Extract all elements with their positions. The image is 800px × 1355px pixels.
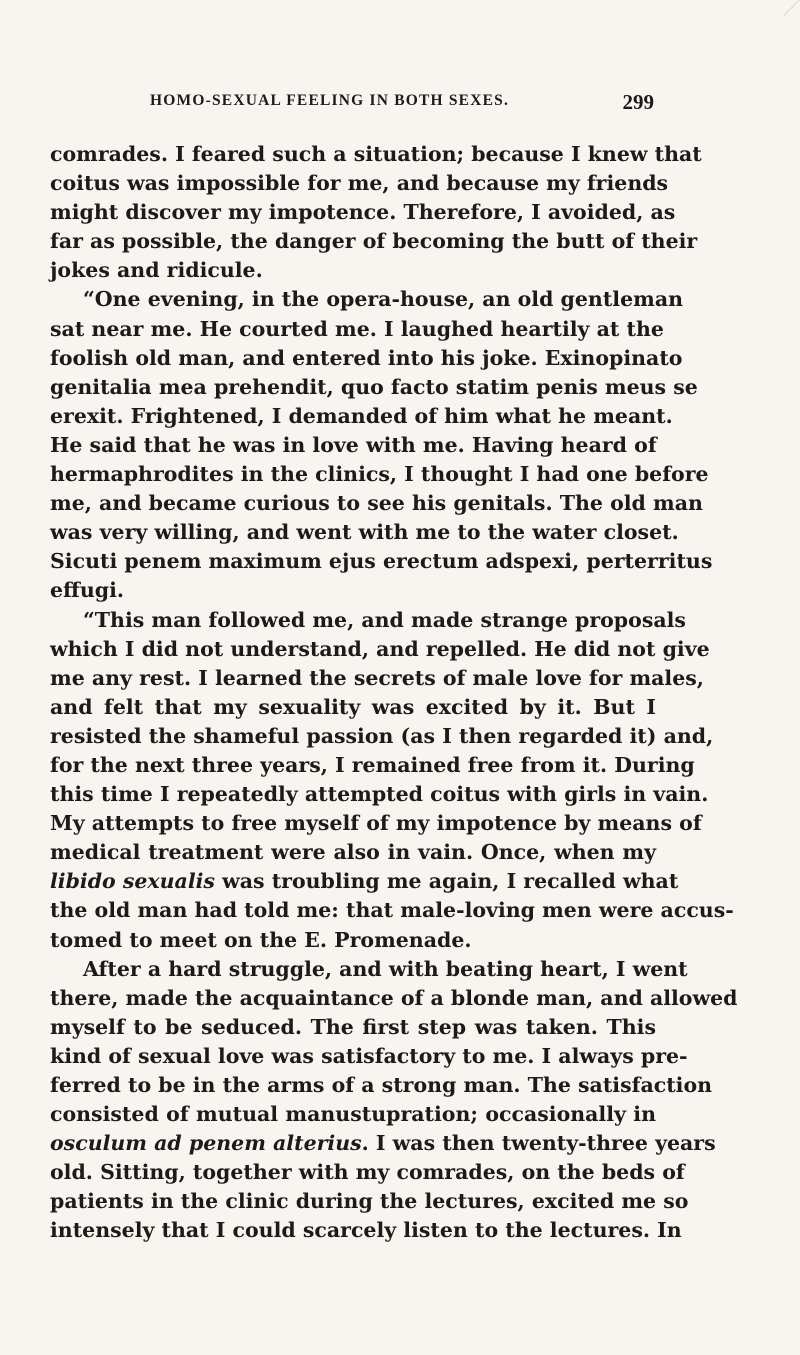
text-line: comrades. I feared such a situation; because I knew that <box>50 142 702 166</box>
text-line: this time I repeatedly attempted coitus with girls in vain. <box>50 782 709 807</box>
text-line: coitus was impossible for me, and because my friends <box>50 171 669 196</box>
page-header <box>150 92 654 118</box>
text-line: After a hard struggle, and with beating heart, I went <box>83 956 688 981</box>
text-line: My attempts to free myself of my impotence by means of <box>50 811 702 836</box>
text-line: me any rest. I learned the secrets of male love for males, <box>50 665 704 690</box>
text-line: intensely that I could scarcely listen to the lectures. In <box>50 1218 682 1243</box>
italic-phrase: libido sexualis <box>50 869 215 894</box>
text-line <box>50 867 679 896</box>
text-line: foolish old man, and entered into his joke. Exinopinato <box>50 345 683 370</box>
text-line: “This man followed me, and made strange proposals <box>83 607 686 632</box>
text-line: genitalia mea prehendit, quo facto statim penis meus se <box>50 374 698 399</box>
text-line: consisted of mutual manustupration; occasionally in <box>50 1102 656 1127</box>
text-line: effugi. <box>50 578 125 603</box>
italic-phrase: osculum ad penem alterius <box>50 1131 362 1156</box>
text-line: old. Sitting, together with my comrades, on the beds of <box>50 1160 685 1185</box>
text-line: jokes and ridicule. <box>50 258 263 283</box>
text-line: for the next three years, I remained free from it. During <box>50 752 695 777</box>
text-line: and felt that my sexuality was excited by it. But I <box>50 694 656 719</box>
text-line: might discover my impotence. Therefore, I avoided, as <box>50 200 676 225</box>
text-line: erexit. Frightened, I demanded of him what he meant. <box>50 403 673 428</box>
text-line: hermaphrodites in the clinics, I thought I had one before <box>50 462 709 487</box>
text-line: which I did not understand, and repelled. He did not give <box>50 636 710 661</box>
text-line: far as possible, the danger of becoming the butt of their <box>50 229 698 254</box>
running-head: HOMO-SEXUAL FEELING IN BOTH SEXES. <box>150 92 510 109</box>
text-line: kind of sexual love was satisfactory to me. I always pre- <box>50 1043 688 1068</box>
text-span: . I was then twenty-three years <box>361 1131 716 1156</box>
text-line: “One evening, in the opera-house, an old gentleman <box>83 287 684 312</box>
text-line: medical treatment were also in vain. Once, when my <box>50 840 656 865</box>
page-corner-mark <box>767 0 800 16</box>
text-line: me, and became curious to see his genitals. The old man <box>50 491 703 516</box>
text-line <box>50 1129 716 1158</box>
text-line: He said that he was in love with me. Having heard of <box>50 432 657 457</box>
text-line: Sicuti penem maximum ejus erectum adspexi, perterritus <box>50 549 713 574</box>
text-line: tomed to meet on the E. Promenade. <box>50 927 472 952</box>
text-line: the old man had told me: that male-loving men were accus- <box>50 898 734 923</box>
text-line: ferred to be in the arms of a strong man. The satisfaction <box>50 1073 713 1097</box>
text-line: sat near me. He courted me. I laughed heartily at the <box>50 316 664 341</box>
text-line: myself to be seduced. The first step was taken. This <box>50 1014 656 1039</box>
text-line: there, made the acquaintance of a blonde man, and allowed <box>50 985 738 1010</box>
text-span: was troubling me again, I recalled what <box>214 869 679 894</box>
page-number: 299 <box>622 90 654 114</box>
text-line: resisted the shameful passion (as I then regarded it) and, <box>50 723 714 748</box>
body-text <box>50 140 738 1246</box>
text-line: was very willing, and went with me to the water closet. <box>50 520 679 545</box>
text-line: patients in the clinic during the lectures, excited me so <box>50 1189 689 1214</box>
